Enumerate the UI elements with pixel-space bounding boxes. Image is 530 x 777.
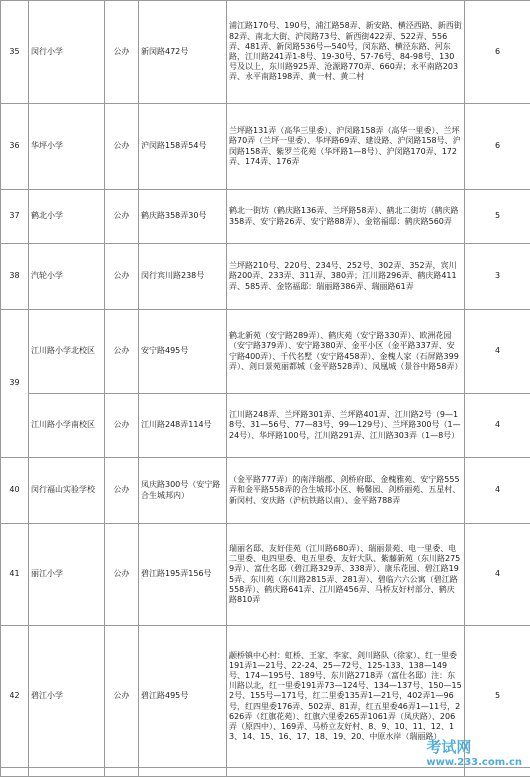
school-name: 闵行福山实验学校 (29, 458, 105, 524)
table-row (1, 394, 530, 458)
school-name: 丽江小学 (29, 524, 105, 626)
school-type: 公办 (105, 524, 139, 626)
row-number: 36 (1, 104, 29, 190)
watermark-brand: 考试网 (426, 738, 471, 756)
enrollment-area: 兰坪路131弄（高华三里委）、沪闵路158弄（高华一里委）、兰坪路70弄（兰坪一里委）、华坪路69弄、建设路、沪闵路158号、沪闵路158弄、紫罗兰花苑（华坪路1—8号）、沪闵路170弄、172弄、174弄、176弄 (227, 104, 465, 190)
class-count (465, 768, 530, 777)
row-number: 41 (1, 524, 29, 626)
school-address: 碧江路495号 (139, 626, 227, 768)
school-type: 公办 (105, 104, 139, 190)
row-number: 35 (1, 1, 29, 104)
school-address: 江川路248弄114号 (139, 394, 227, 458)
school-type: 公办 (105, 626, 139, 768)
table-row (1, 244, 530, 310)
table-body (1, 1, 530, 777)
class-count: 4 (465, 394, 530, 458)
enrollment-area: 浦江路170号、190号，浦江路58弄、新安路、横泾西路、新西街82弄、南北大街、沪闵路73号、新西街422弄、522弄、556弄、481弄、新闵路536号—540号，闵东路、横泾东路、河东路，江川路241弄1-8号、19-30号、57-76号、84-98号、130号及以上，东川路925弄、沧源路770弄、660弄；永平南路203弄、永平南路198弄、黄一村、黄二村 (227, 1, 465, 104)
enrollment-area: 江川路248弄、兰坪路301弄、兰坪路401弄、江川路2号（9—18号、31—56号、77—83号、99—129号）、兰坪路300号（1—24号）、华坪路100号，江川路291弄、江川路303弄（1—8号） (227, 394, 465, 458)
table-row (1, 458, 530, 524)
site-watermark (426, 736, 522, 768)
table-row (1, 1, 530, 104)
school-address: 安宁路495号 (139, 310, 227, 394)
school-address: 沪闵路158弄54号 (139, 104, 227, 190)
school-type: 公办 (105, 394, 139, 458)
table-row (1, 104, 530, 190)
enrollment-area: （金平路777弄）的南洋瑞郡、剑桥府邸、金槐雅苑、安宁路555弄和金平路558弄的合生城邦小区、畅馨园、剑桥丽苑、五星村、新闵村、安庆路（沪杭铁路以南）、金平路788弄 (227, 458, 465, 524)
row-number: 42 (1, 626, 29, 768)
school-name: 江川路小学北校区 (29, 310, 105, 394)
enrollment-area: 颛桥镇中心村：虹桥、王家、李家、剑川路队（徐家）、红一里委191弄1—21号、22-24、25—72号、125-133、138—149号、174—195号、189号、东川路2718弄（富仕名邸）注：东川路以北，红一里委191弄73—124号、134—137号、150—152号、155号—171号，红二里委135弄1—21号，402弄1—96号，红四里委176弄、502弄、81弄，红五里委46弄1—11号，2626弄（红旗花苑）、红旗六里委265弄1061弄（凤庆路）、206弄（原四中）、169弄、马桥立友好村、8、9、10、11、12、13、14、15、16、17、18、19、20、中原水岸（瑞丽路） (227, 626, 465, 768)
table-row (1, 310, 530, 394)
class-count: 4 (465, 310, 530, 394)
school-name (29, 768, 105, 777)
enrollment-area: 鹤北新苑（安宁路289弄）、鹤庆苑（安宁路330弄）、欧洲花园（安宁路379弄）、安宁路380弄、金平小区（金平路337弄、安宁路400弄）、千代名墅（安宁路458弄）、金槐人家（石屏路399弄）、剑日景苑丽都城（金平路528弄）、凤凰城（景谷中路58弄） (227, 310, 465, 394)
school-address: 闵行宾川路238号 (139, 244, 227, 310)
watermark-site: www.233.com.cn (426, 757, 522, 768)
school-address: 碧江路195弄156号 (139, 524, 227, 626)
class-count: 5 (465, 190, 530, 244)
school-type: 公办 (105, 190, 139, 244)
class-count: 3 (465, 244, 530, 310)
class-count: 6 (465, 104, 530, 190)
school-name: 江川路小学南校区 (29, 394, 105, 458)
class-count: 4 (465, 524, 530, 626)
row-number (1, 768, 29, 777)
table-row (1, 768, 530, 777)
school-type: 公办 (105, 1, 139, 104)
school-type: 公办 (105, 244, 139, 310)
row-number: 38 (1, 244, 29, 310)
row-number: 39 (1, 310, 29, 458)
school-address: 鹤庆路358弄30号 (139, 190, 227, 244)
school-type: 公办 (105, 458, 139, 524)
school-name: 碧江小学 (29, 626, 105, 768)
school-type (105, 768, 139, 777)
school-name: 汽轮小学 (29, 244, 105, 310)
school-type: 公办 (105, 310, 139, 394)
enrollment-area: 鹤北一街坊（鹤庆路136弄、兰坪路58弄）、鹤北二街坊（鹤庆路358弄、安宁路26弄、安宁路88弄）、金铭福邸：鹤庆路560弄 (227, 190, 465, 244)
table-row (1, 190, 530, 244)
class-count: 6 (465, 1, 530, 104)
class-count: 4 (465, 458, 530, 524)
school-name: 闵行小学 (29, 1, 105, 104)
enrollment-area: 瑞丽名邸、友好佳苑（江川路680弄）、瑞丽景苑、电一里委、电二里委、电四里委、电五里委、友好大队、紫藤新苑（东川路2759弄）、富仕名邸（碧江路329弄、338弄）、康乐花园、碧江路195弄、东川苑（东川路2815弄、281弄）、碧临六六公寓（碧江路558弄）、鹤庆路641弄、江川路456弄、马桥友好村部分、鹤庆路810弄 (227, 524, 465, 626)
school-address: 新闵路472号 (139, 1, 227, 104)
school-address (139, 768, 227, 777)
school-name: 鹤北小学 (29, 190, 105, 244)
class-count: 5 (465, 626, 530, 768)
table-row (1, 524, 530, 626)
school-name: 华坪小学 (29, 104, 105, 190)
enrollment-area (227, 768, 465, 777)
school-address: 凤庆路300号（安宁路合生城邦内） (139, 458, 227, 524)
row-number: 37 (1, 190, 29, 244)
row-number: 40 (1, 458, 29, 524)
enrollment-area: 兰坪路210号、220号、234号、252号、302弄、352弄，宾川路200弄、233弄、311弄、380弄；江川路296弄、鹤庆路411弄、585弄、金铭福邸：瑞丽路386弄、瑞丽路61弄 (227, 244, 465, 310)
